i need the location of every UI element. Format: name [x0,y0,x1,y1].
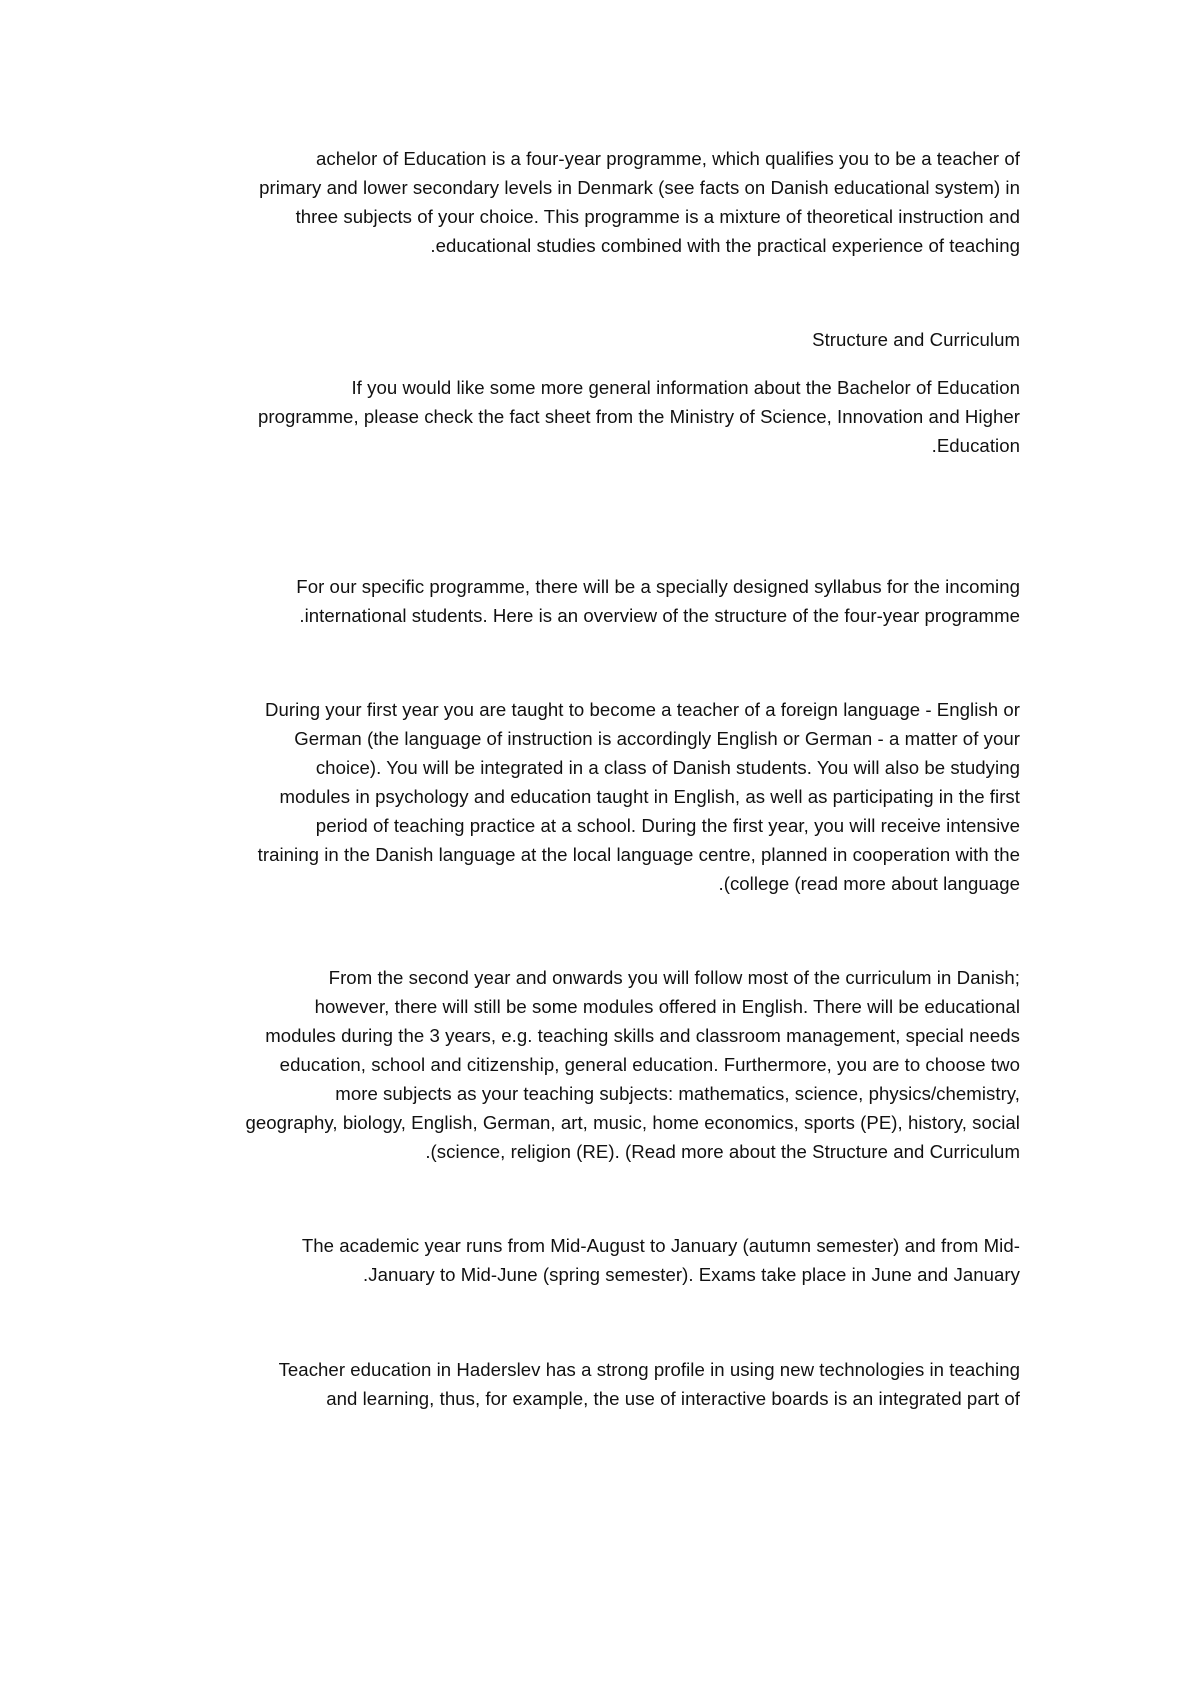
intro-line: primary and lower secondary levels in Denmark (see facts on Danish educational system) in [259,177,1020,198]
technology-line: and learning, thus, for example, the use of interactive boards is an integrated part of [326,1388,1020,1409]
specific-programme-line: .international students. Here is an overview of the structure of the four-year programme [299,605,1020,626]
general-info-line: If you would like some more general information about the Bachelor of Education [351,377,1020,398]
first-year-line: training in the Danish language at the local language centre, planned in cooperation with the [257,844,1020,865]
second-year-line: From the second year and onwards you will follow most of the curriculum in Danish; [328,967,1020,988]
academic-year-line: The academic year runs from Mid-August to January (autumn semester) and from Mid- [301,1235,1020,1256]
second-year-line: geography, biology, English, German, art, music, home economics, sports (PE), history, social [245,1112,1020,1133]
second-year-line: modules during the 3 years, e.g. teaching skills and classroom management, special needs [265,1025,1020,1046]
intro-line: three subjects of your choice. This programme is a mixture of theoretical instruction and [295,206,1020,227]
first-year-line: choice). You will be integrated in a class of Danish students. You will also be studying [315,757,1020,778]
second-year-line: education, school and citizenship, general education. Furthermore, you are to choose two [279,1054,1020,1075]
general-info-line: .Education [931,435,1020,456]
first-year-line: During your first year you are taught to become a teacher of a foreign language - English or [265,699,1020,720]
second-year-line: more subjects as your teaching subjects: mathematics, science, physics/chemistry, [335,1083,1020,1104]
first-year-line: German (the language of instruction is accordingly English or German - a matter of your [294,728,1020,749]
intro-line: achelor of Education is a four-year programme, which qualifies you to be a teacher of [316,148,1020,169]
technology-line: Teacher education in Haderslev has a strong profile in using new technologies in teaching [278,1359,1020,1380]
first-year-line: modules in psychology and education taught in English, as well as participating in the first [279,786,1020,807]
specific-programme-line: For our specific programme, there will be a specially designed syllabus for the incoming [296,576,1020,597]
general-info-line: programme, please check the fact sheet from the Ministry of Science, Innovation and Higher [257,406,1020,427]
section-heading: Structure and Curriculum [812,329,1020,350]
first-year-line: period of teaching practice at a school. During the first year, you will receive intensive [315,815,1020,836]
first-year-line: .(college (read more about language [718,873,1020,894]
academic-year-line: .January to Mid-June (spring semester). Exams take place in June and January [363,1264,1020,1285]
second-year-line: however, there will still be some modules offered in English. There will be educational [314,996,1020,1017]
second-year-line: .(science, religion (RE). (Read more about the Structure and Curriculum [425,1141,1020,1162]
intro-line: .educational studies combined with the practical experience of teaching [430,235,1020,256]
